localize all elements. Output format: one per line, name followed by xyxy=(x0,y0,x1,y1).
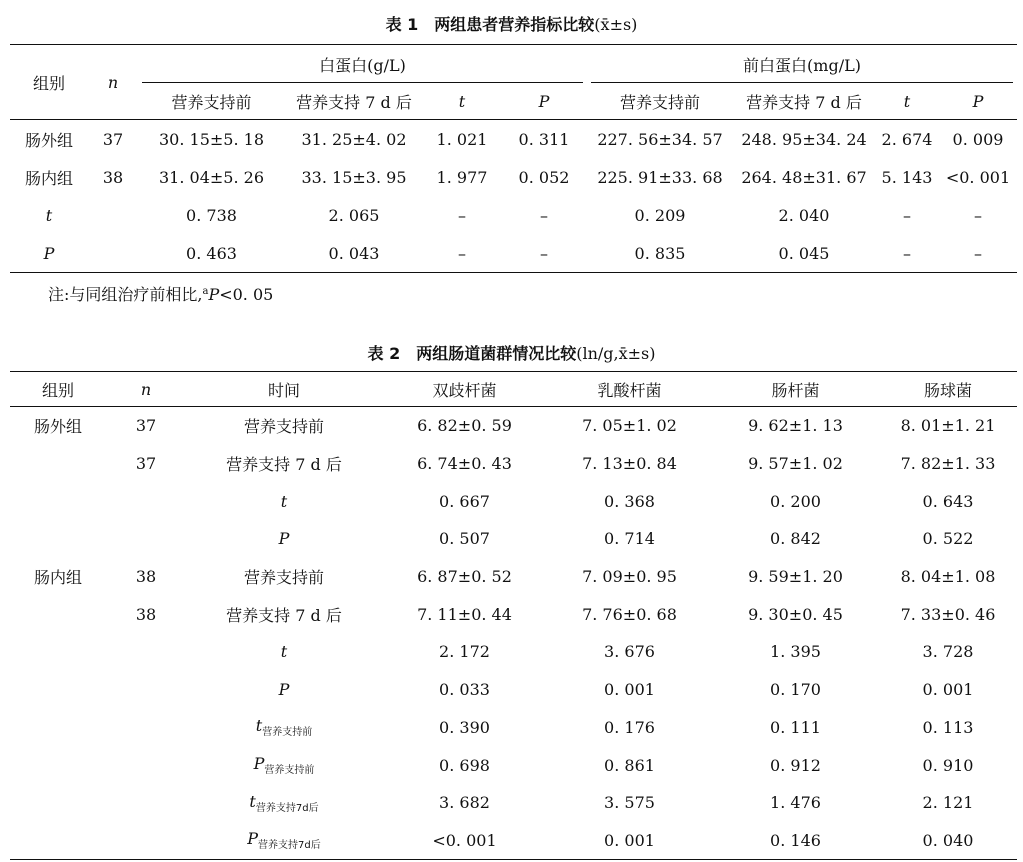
cell-bifidobacterium: 0. 033 xyxy=(439,680,490,700)
cell-group xyxy=(10,520,106,558)
row-label: 肠内组 xyxy=(24,168,73,188)
table1-header-group: 组别 xyxy=(32,73,65,93)
cell-enterococcus: 3. 728 xyxy=(922,642,974,662)
table1-header-prealbumin-p: P xyxy=(972,91,984,111)
cell-n: 37 xyxy=(135,454,157,474)
cell-time xyxy=(186,709,382,747)
cell-lactobacillus: 0. 714 xyxy=(604,529,655,549)
cell-time: t xyxy=(280,491,288,511)
cell-bifidobacterium: 2. 172 xyxy=(439,642,490,662)
cell-enterococcus: 7. 82±1. 33 xyxy=(900,454,996,474)
table-row xyxy=(10,158,1017,196)
cell-albumin-before: 0. 738 xyxy=(186,205,237,225)
cell-enterococcus: 0. 522 xyxy=(922,529,974,549)
table2-header-bifidobacterium: 双歧杆菌 xyxy=(432,380,497,400)
cell-enterobacter: 1. 395 xyxy=(770,642,821,662)
cell-time xyxy=(186,746,382,784)
stat-subscript: 营养支持前 xyxy=(262,727,313,739)
cell-n: 38 xyxy=(102,167,124,187)
cell-enterococcus: 0. 643 xyxy=(922,491,974,511)
cell-enterococcus: 0. 001 xyxy=(922,680,974,700)
table2-caption xyxy=(0,341,1023,364)
cell-group xyxy=(10,746,106,784)
cell-bifidobacterium: 0. 507 xyxy=(439,529,490,549)
cell-prealbumin-after: 248. 95±34. 24 xyxy=(741,129,867,149)
table2-header-enterobacter: 肠杆菌 xyxy=(771,380,820,400)
table-row xyxy=(10,671,1017,709)
cell-n: 38 xyxy=(135,604,157,624)
table1-note-prefix: 注:与同组治疗前相比, xyxy=(48,285,203,304)
cell-albumin-t: – xyxy=(458,205,466,225)
cell-enterobacter: 0. 912 xyxy=(770,755,821,775)
cell-albumin-p: – xyxy=(540,243,548,263)
cell-time: P xyxy=(278,680,290,700)
stat-subscript: 营养支持7d后 xyxy=(258,840,321,852)
table-row xyxy=(10,196,1017,234)
stat-symbol: t xyxy=(249,791,256,811)
cell-enterobacter: 0. 170 xyxy=(770,680,821,700)
cell-albumin-t: 1. 977 xyxy=(436,167,488,187)
cell-enterobacter: 9. 30±0. 45 xyxy=(748,604,843,624)
table1-header-albumin: 白蛋白(g/L) xyxy=(138,45,587,84)
cell-prealbumin-before: 0. 209 xyxy=(634,205,686,225)
cell-bifidobacterium: 6. 74±0. 43 xyxy=(417,454,512,474)
table-row xyxy=(10,407,1017,445)
cell-prealbumin-t: 2. 674 xyxy=(881,129,933,149)
table2-header-time: 时间 xyxy=(267,380,300,400)
cell-lactobacillus: 7. 76±0. 68 xyxy=(582,604,677,624)
cell-lactobacillus: 3. 676 xyxy=(604,642,655,662)
table1 xyxy=(10,44,1017,273)
cell-enterobacter: 9. 62±1. 13 xyxy=(748,416,843,436)
table1-header-albumin-after: 营养支持 7 d 后 xyxy=(296,92,412,112)
cell-albumin-after: 2. 065 xyxy=(328,205,380,225)
table1-header-prealbumin: 前白蛋白(mg/L) xyxy=(587,45,1017,84)
cell-time: t xyxy=(280,642,288,662)
cell-n xyxy=(106,671,186,709)
cell-prealbumin-after: 0. 045 xyxy=(778,243,830,263)
table1-header-albumin-before: 营养支持前 xyxy=(171,92,252,112)
table-row xyxy=(10,746,1017,784)
cell-bifidobacterium: 6. 82±0. 59 xyxy=(417,416,512,436)
table-row xyxy=(10,234,1017,273)
cell-enterobacter: 9. 59±1. 20 xyxy=(748,567,843,587)
cell-lactobacillus: 7. 05±1. 02 xyxy=(582,416,677,436)
table1-caption-title: 两组患者营养指标比较 xyxy=(434,15,595,34)
cell-group xyxy=(10,633,106,671)
cell-n xyxy=(106,822,186,860)
cell-albumin-after: 0. 043 xyxy=(328,243,380,263)
table1-caption-suffix: (x̄±s) xyxy=(594,15,638,34)
cell-albumin-before: 0. 463 xyxy=(186,243,237,263)
cell-prealbumin-p: <0. 001 xyxy=(945,167,1011,187)
cell-enterococcus: 0. 910 xyxy=(922,755,974,775)
cell-albumin-p: 0. 052 xyxy=(518,167,570,187)
cell-n: 37 xyxy=(102,129,124,149)
cell-prealbumin-t: – xyxy=(903,205,911,225)
row-label: P xyxy=(43,243,55,263)
cell-group xyxy=(10,595,106,633)
cell-group: 肠内组 xyxy=(33,568,82,588)
stat-subscript: 营养支持7d后 xyxy=(255,802,319,814)
table1-header-prealbumin-after: 营养支持 7 d 后 xyxy=(746,92,862,112)
table-row xyxy=(10,709,1017,747)
cell-lactobacillus: 0. 001 xyxy=(604,680,655,700)
cell-lactobacillus: 0. 861 xyxy=(604,755,655,775)
cell-albumin-p: 0. 311 xyxy=(518,129,570,149)
cell-albumin-after: 31. 25±4. 02 xyxy=(301,129,407,149)
cell-n: 37 xyxy=(135,416,157,436)
table1-header-albumin-p: P xyxy=(538,91,550,111)
cell-time: 营养支持 7 d 后 xyxy=(226,455,342,475)
table1-note-superscript: a xyxy=(202,286,209,297)
cell-prealbumin-before: 0. 835 xyxy=(634,243,686,263)
cell-bifidobacterium: 3. 682 xyxy=(439,793,490,813)
row-label: t xyxy=(45,205,53,225)
table1-header-albumin-t: t xyxy=(458,91,466,111)
cell-group xyxy=(10,671,106,709)
cell-prealbumin-after: 264. 48±31. 67 xyxy=(741,167,867,187)
cell-lactobacillus: 0. 176 xyxy=(604,717,655,737)
cell-bifidobacterium: 6. 87±0. 52 xyxy=(417,567,512,587)
cell-prealbumin-t: – xyxy=(903,243,911,263)
table-row xyxy=(10,445,1017,483)
cell-n xyxy=(106,520,186,558)
cell-enterobacter: 0. 842 xyxy=(770,529,821,549)
cell-enterococcus: 0. 113 xyxy=(922,717,974,737)
table-row xyxy=(10,482,1017,520)
table1-header-row-1 xyxy=(10,45,1017,84)
cell-time xyxy=(186,784,382,822)
cell-prealbumin-p: – xyxy=(974,205,982,225)
table1-grid xyxy=(10,44,1017,273)
cell-bifidobacterium: 7. 11±0. 44 xyxy=(417,604,512,624)
cell-time: 营养支持前 xyxy=(243,417,324,437)
cell-bifidobacterium: 0. 698 xyxy=(439,755,490,775)
table2-header-lactobacillus: 乳酸杆菌 xyxy=(597,380,662,400)
cell-n xyxy=(106,709,186,747)
cell-time xyxy=(186,822,382,860)
cell-prealbumin-p: 0. 009 xyxy=(952,129,1004,149)
cell-enterococcus: 8. 04±1. 08 xyxy=(900,567,996,587)
table2-grid xyxy=(10,371,1017,860)
cell-albumin-after: 33. 15±3. 95 xyxy=(301,167,407,187)
table-row xyxy=(10,120,1017,159)
cell-prealbumin-before: 225. 91±33. 68 xyxy=(597,167,723,187)
stat-subscript: 营养支持前 xyxy=(264,765,315,777)
cell-n xyxy=(88,234,138,273)
cell-albumin-p: – xyxy=(540,205,548,225)
cell-n xyxy=(88,196,138,234)
cell-albumin-t: – xyxy=(458,243,466,263)
cell-enterobacter: 0. 111 xyxy=(770,717,821,737)
cell-enterobacter: 0. 200 xyxy=(770,491,821,511)
stat-symbol: P xyxy=(253,754,265,774)
table1-caption xyxy=(0,12,1023,35)
cell-n xyxy=(106,784,186,822)
stat-symbol: t xyxy=(255,716,263,736)
cell-prealbumin-before: 227. 56±34. 57 xyxy=(597,129,723,149)
table2-header-group: 组别 xyxy=(41,380,74,400)
table1-header-prealbumin-before: 营养支持前 xyxy=(619,92,700,112)
cell-lactobacillus: 3. 575 xyxy=(604,793,655,813)
cell-prealbumin-after: 2. 040 xyxy=(778,205,830,225)
cell-group xyxy=(10,784,106,822)
table2-header-n: n xyxy=(140,379,152,399)
cell-albumin-before: 31. 04±5. 26 xyxy=(158,167,264,187)
cell-time: 营养支持 7 d 后 xyxy=(226,605,342,625)
cell-n xyxy=(106,482,186,520)
cell-prealbumin-t: 5. 143 xyxy=(881,167,933,187)
cell-bifidobacterium: 0. 667 xyxy=(439,491,490,511)
cell-enterococcus: 7. 33±0. 46 xyxy=(900,604,996,624)
cell-albumin-t: 1. 021 xyxy=(436,129,488,149)
table-row xyxy=(10,633,1017,671)
table-row xyxy=(10,784,1017,822)
table2-caption-number: 表 2 xyxy=(367,344,401,363)
table2-header-row xyxy=(10,372,1017,407)
cell-n: 38 xyxy=(135,567,157,587)
cell-bifidobacterium: 0. 390 xyxy=(439,717,490,737)
cell-group xyxy=(10,445,106,483)
cell-lactobacillus: 0. 368 xyxy=(604,491,655,511)
stat-symbol: P xyxy=(247,829,259,849)
table-row xyxy=(10,558,1017,596)
cell-enterococcus: 0. 040 xyxy=(922,830,974,850)
cell-albumin-before: 30. 15±5. 18 xyxy=(158,129,264,149)
cell-n xyxy=(106,746,186,784)
table1-header-prealbumin-t: t xyxy=(903,91,911,111)
table1-header-n: n xyxy=(107,72,119,92)
table1-header-row-2 xyxy=(10,83,1017,120)
table2-caption-title: 两组肠道菌群情况比较 xyxy=(416,344,577,363)
cell-group xyxy=(10,822,106,860)
cell-n xyxy=(106,633,186,671)
cell-lactobacillus: 0. 001 xyxy=(604,830,655,850)
cell-enterococcus: 2. 121 xyxy=(922,793,974,813)
cell-group: 肠外组 xyxy=(33,417,82,437)
table1-caption-number: 表 1 xyxy=(385,15,419,34)
table-row xyxy=(10,595,1017,633)
row-label: 肠外组 xyxy=(24,130,73,150)
table2-header-enterococcus: 肠球菌 xyxy=(923,380,972,400)
table2 xyxy=(10,371,1017,860)
cell-enterobacter: 0. 146 xyxy=(770,830,821,850)
cell-enterobacter: 1. 476 xyxy=(770,793,821,813)
table2-caption-suffix: (ln/g,x̄±s) xyxy=(576,344,656,363)
cell-lactobacillus: 7. 09±0. 95 xyxy=(582,567,677,587)
table1-note xyxy=(48,282,273,305)
table1-note-value: <0. 05 xyxy=(219,285,274,304)
cell-lactobacillus: 7. 13±0. 84 xyxy=(582,454,677,474)
cell-time: P xyxy=(278,529,290,549)
cell-prealbumin-p: – xyxy=(974,243,982,263)
cell-enterobacter: 9. 57±1. 02 xyxy=(748,454,843,474)
cell-enterococcus: 8. 01±1. 21 xyxy=(900,416,996,436)
table1-note-p: P xyxy=(208,285,220,304)
cell-group xyxy=(10,482,106,520)
cell-group xyxy=(10,709,106,747)
table-row xyxy=(10,822,1017,860)
cell-bifidobacterium: <0. 001 xyxy=(432,830,497,850)
cell-time: 营养支持前 xyxy=(243,568,324,588)
table-row xyxy=(10,520,1017,558)
